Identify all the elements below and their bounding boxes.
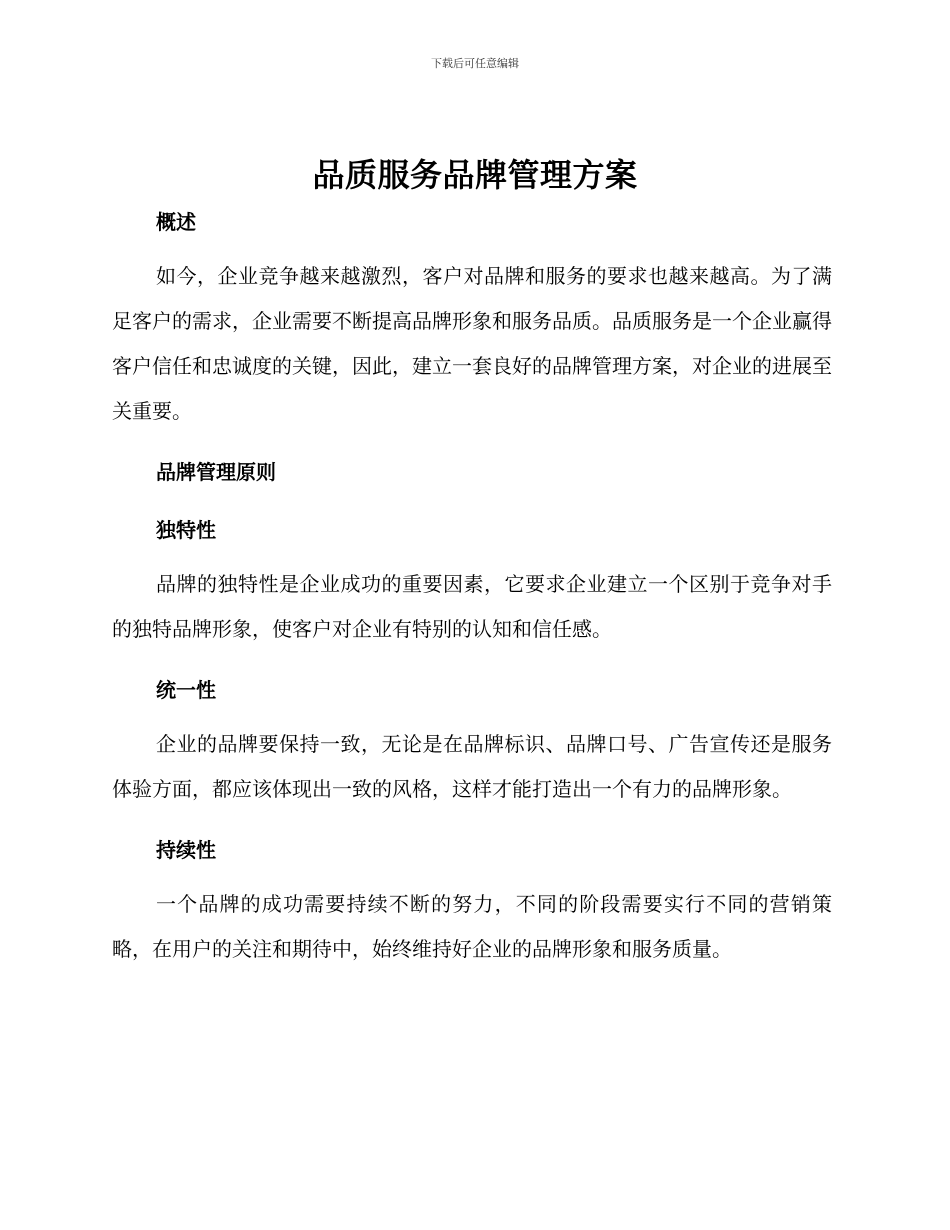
section-heading-uniqueness: 独特性 bbox=[156, 518, 216, 542]
section-heading-sustainability: 持续性 bbox=[156, 838, 216, 862]
section-paragraph-sustainability: 一个品牌的成功需要持续不断的努力，不同的阶段需要实行不同的营销策略，在用户的关注和期待中，始终维持好企业的品牌形象和服务质量。 bbox=[112, 892, 832, 961]
document-body bbox=[112, 202, 832, 972]
section-heading-principles: 品牌管理原则 bbox=[156, 460, 276, 484]
section-heading-consistency: 统一性 bbox=[156, 678, 216, 702]
section-heading-overview: 概述 bbox=[156, 210, 196, 234]
section-paragraph-consistency: 企业的品牌要保持一致，无论是在品牌标识、品牌口号、广告宣传还是服务体验方面，都应该体现出一致的风格，这样才能打造出一个有力的品牌形象。 bbox=[112, 732, 832, 801]
section-paragraph-overview: 如今，企业竞争越来越激烈，客户对品牌和服务的要求也越来越高。为了满足客户的需求，企业需要不断提高品牌形象和服务品质。品质服务是一个企业赢得客户信任和忠诚度的关键，因此，建立一套良好的品牌管理方案，对企业的进展至关重要。 bbox=[112, 264, 832, 423]
page-header-note: 下载后可任意编辑 bbox=[431, 57, 519, 70]
document-title: 品质服务品牌管理方案 bbox=[312, 156, 638, 194]
section-paragraph-uniqueness: 品牌的独特性是企业成功的重要因素，它要求企业建立一个区别于竞争对手的独特品牌形象，使客户对企业有特别的认知和信任感。 bbox=[112, 572, 832, 641]
